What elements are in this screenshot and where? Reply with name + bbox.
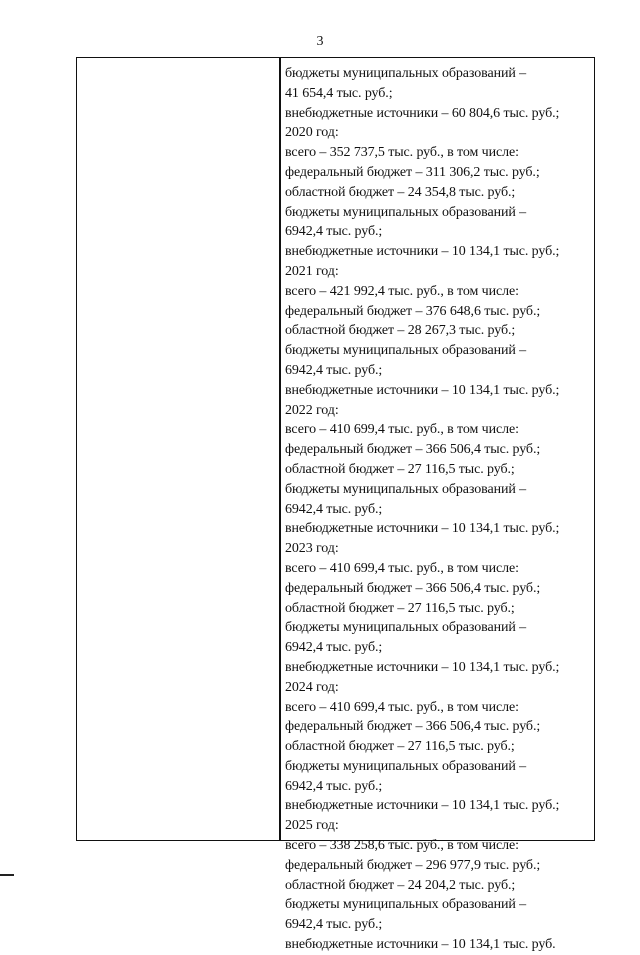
text-line: бюджеты муниципальных образований –: [285, 343, 527, 359]
text-line: внебюджетные источники – 10 134,1 тыс. руб.;: [285, 521, 560, 537]
funding-details-cell: [285, 64, 593, 955]
year-heading: 2025 год:: [285, 818, 339, 834]
text-line: 41 654,4 тыс. руб.;: [285, 85, 393, 101]
text-line: всего – 421 992,4 тыс. руб., в том числе:: [285, 283, 519, 299]
year-heading: 2022 год:: [285, 402, 339, 418]
year-heading: 2021 год:: [285, 263, 339, 279]
text-line: всего – 410 699,4 тыс. руб., в том числе:: [285, 560, 519, 576]
text-line: федеральный бюджет – 366 506,4 тыс. руб.;: [285, 580, 541, 596]
text-line: всего – 352 737,5 тыс. руб., в том числе:: [285, 145, 519, 161]
text-line: бюджеты муниципальных образований –: [285, 758, 527, 774]
text-line: областной бюджет – 24 354,8 тыс. руб.;: [285, 184, 516, 200]
text-line: внебюджетные источники – 10 134,1 тыс. руб.;: [285, 798, 560, 814]
page-number: 3: [316, 34, 324, 49]
year-heading: 2024 год:: [285, 679, 339, 695]
text-line: всего – 410 699,4 тыс. руб., в том числе:: [285, 699, 519, 715]
text-line: областной бюджет – 24 204,2 тыс. руб.;: [285, 877, 516, 893]
text-line: федеральный бюджет – 366 506,4 тыс. руб.;: [285, 719, 541, 735]
year-heading: 2020 год:: [285, 125, 339, 141]
text-line: областной бюджет – 28 267,3 тыс. руб.;: [285, 323, 516, 339]
text-line: 6942,4 тыс. руб.;: [285, 224, 383, 240]
text-line: федеральный бюджет – 366 506,4 тыс. руб.;: [285, 442, 541, 458]
text-line: бюджеты муниципальных образований –: [285, 897, 527, 913]
text-line: 6942,4 тыс. руб.;: [285, 501, 383, 517]
scan-edge-mark: [0, 874, 14, 876]
text-line: внебюджетные источники – 10 134,1 тыс. руб.;: [285, 244, 560, 260]
text-line: внебюджетные источники – 10 134,1 тыс. руб.: [285, 937, 556, 953]
text-line: бюджеты муниципальных образований –: [285, 481, 527, 497]
text-line: бюджеты муниципальных образований –: [285, 204, 527, 220]
funding-table: [76, 57, 595, 953]
text-line: всего – 410 699,4 тыс. руб., в том числе:: [285, 422, 519, 438]
text-line: внебюджетные источники – 60 804,6 тыс. руб.;: [285, 105, 560, 121]
text-line: внебюджетные источники – 10 134,1 тыс. руб.;: [285, 382, 560, 398]
text-line: областной бюджет – 27 116,5 тыс. руб.;: [285, 739, 515, 755]
text-line: всего – 338 258,6 тыс. руб., в том числе:: [285, 838, 519, 854]
text-line: областной бюджет – 27 116,5 тыс. руб.;: [285, 600, 515, 616]
text-line: 6942,4 тыс. руб.;: [285, 362, 383, 378]
year-heading: 2023 год:: [285, 541, 339, 557]
text-line: бюджеты муниципальных образований –: [285, 66, 527, 81]
text-line: федеральный бюджет – 376 648,6 тыс. руб.;: [285, 303, 541, 319]
text-line: 6942,4 тыс. руб.;: [285, 640, 383, 656]
text-line: внебюджетные источники – 10 134,1 тыс. руб.;: [285, 659, 560, 675]
column-divider: [279, 58, 281, 840]
text-line: федеральный бюджет – 296 977,9 тыс. руб.;: [285, 857, 541, 873]
text-line: федеральный бюджет – 311 306,2 тыс. руб.;: [285, 164, 540, 180]
text-line: областной бюджет – 27 116,5 тыс. руб.;: [285, 461, 515, 477]
text-line: 6942,4 тыс. руб.;: [285, 917, 383, 933]
text-line: 6942,4 тыс. руб.;: [285, 778, 383, 794]
text-line: бюджеты муниципальных образований –: [285, 620, 527, 636]
